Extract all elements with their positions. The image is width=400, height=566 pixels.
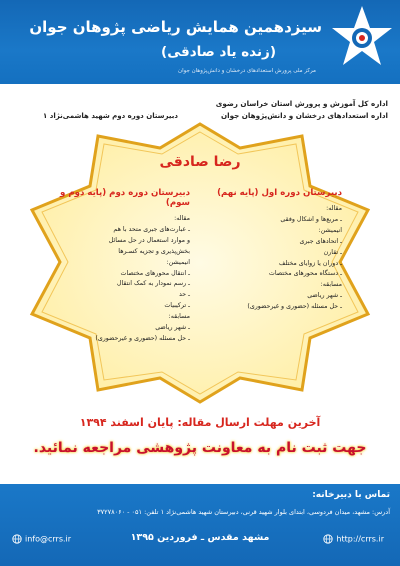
contact-address: آدرس: مشهد، میدان فردوسی، ابتدای بلوار شهید قرنی، دبیرستان شهید هاشمی‌نژاد ۱ تلفن: ۰۵۱ - ۳۷۲۷۸۰۶۰ <box>97 508 390 516</box>
list-item: انیمیشن: <box>166 258 190 266</box>
list-item: ـ حد <box>178 291 190 299</box>
column-second-period <box>40 188 190 345</box>
list-item: ـ دوران یا زوایای مختلف <box>278 259 342 267</box>
list-item: ـ عبارت‌های جبری متحد با هم <box>113 225 190 233</box>
list-item: مسابقه: <box>320 281 342 289</box>
list-item: ـ شهر ریاضی <box>307 292 342 300</box>
column-first-heading: دبیرستان دوره اول (پایه نهم) <box>217 188 342 198</box>
registration-note: جهت ثبت نام به معاونت پژوهشی مراجعه نمائید. <box>33 440 367 456</box>
host-school: دبیرستان دوره دوم شهید هاشمی‌نژاد ۱ <box>43 112 178 120</box>
star-panel <box>18 122 382 404</box>
list-item: بخش‌پذیری و تجزیه کسـرها <box>118 247 190 255</box>
organizer-block <box>198 98 388 122</box>
list-item: مقاله: <box>326 205 342 212</box>
email-link[interactable] <box>12 534 71 544</box>
email-address[interactable]: info@crrs.ir <box>25 534 72 544</box>
column-second-heading: دبیرستان دوره دوم (پایه دوم و سوم) <box>59 188 190 208</box>
person-name: رضا صادقی <box>159 154 241 170</box>
list-item: ـ حل مسئله (حضوری و غیرحضوری) <box>247 303 342 311</box>
event-subtitle: (زنده یاد صادقی) <box>161 44 276 60</box>
list-item: ـ حل مسئله (حضوری و غیرحضوری) <box>95 334 190 342</box>
header-banner <box>0 0 400 84</box>
list-item: ـ انتقال محورهای مختصات <box>120 269 190 277</box>
organizer-line-1: اداره کل آموزش و پرورش استان خراسان رضوی <box>215 99 388 108</box>
issue-date: مشهد مقدس ـ فروردین ۱۳۹۵ <box>130 532 270 543</box>
globe-icon <box>12 534 22 544</box>
website-link[interactable] <box>323 534 384 544</box>
list-item: ـ رسم نمودار به کمک انتقال <box>116 280 190 288</box>
globe-icon <box>323 534 333 544</box>
event-title: سیزدهمین همایش ریاضی پژوهان جوان <box>29 18 322 36</box>
list-item: ـ ترکیبیات <box>164 302 190 310</box>
list-item: مقاله: <box>174 215 190 222</box>
list-item: و موارد استعمال در حل مسائل <box>108 236 190 244</box>
deadline-text: آخرین مهلت ارسال مقاله: پایان اسفند ۱۳۹۴ <box>79 416 321 429</box>
logo-icon <box>328 4 396 72</box>
organization-name: مرکز ملی پرورش استعدادهای درخشان و دانش‌پژوهان جوان <box>178 68 316 74</box>
list-item: ـ دستگاه محورهای مختصات <box>268 270 342 278</box>
footer-banner <box>0 484 400 566</box>
list-item: ـ شهر ریاضی <box>155 324 190 332</box>
list-item: ـ مربع‌ها و اشکال وفقی <box>280 215 342 223</box>
list-item: ـ اتحادهای جبری <box>299 237 342 245</box>
organizer-line-2: اداره استعدادهای درخشان و دانش‌پژوهان جوان <box>221 111 388 120</box>
list-item: مسابقه: <box>168 313 190 321</box>
list-item: انیمیشن: <box>318 226 342 234</box>
website-url[interactable]: http://crrs.ir <box>336 534 384 544</box>
contact-heading: تماس با دبیرخانه: <box>312 490 390 500</box>
list-item: ـ تقارن <box>323 248 342 256</box>
column-first-period <box>192 188 342 313</box>
